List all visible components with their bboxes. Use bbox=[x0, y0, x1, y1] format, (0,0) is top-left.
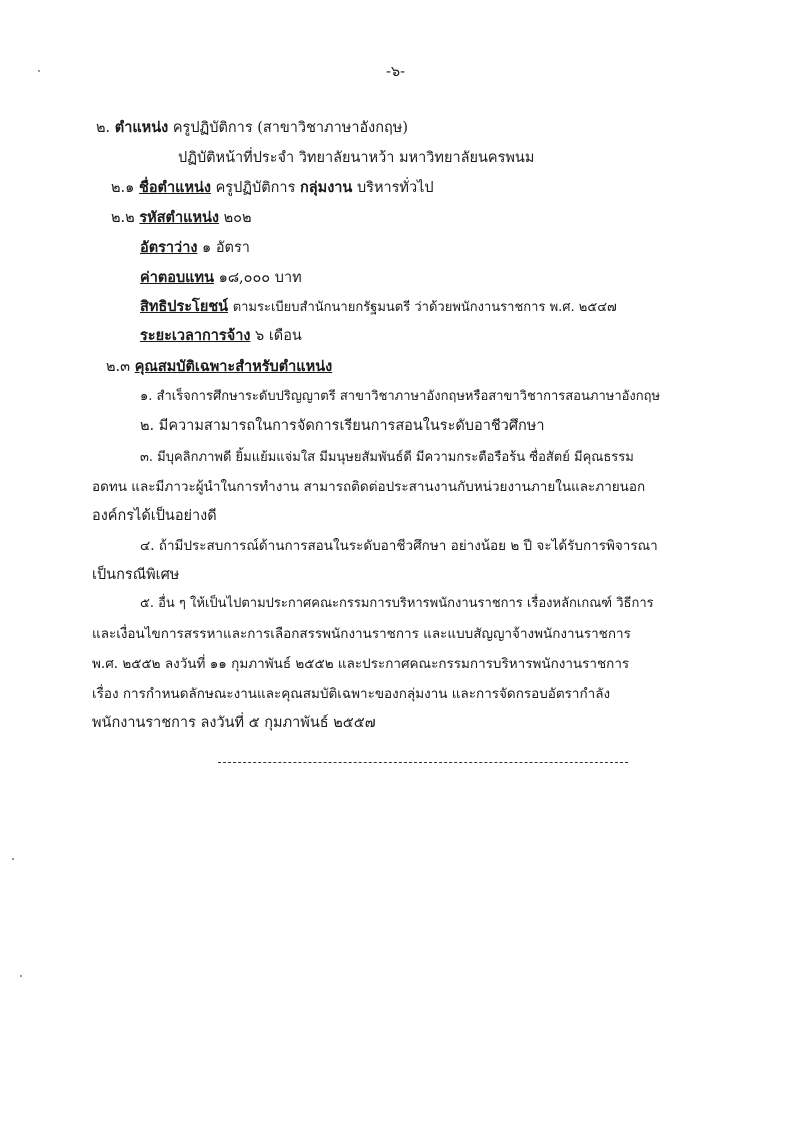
qualification-5-line-3: พ.ศ. ๒๕๕๒ ลงวันที่ ๑๑ กุมภาพันธ์ ๒๕๕๒ และประกาศคณะกรรมการบริหารพนักงานราชการ bbox=[92, 656, 630, 672]
vacancy-rate-value: ๑ อัตรา bbox=[202, 240, 250, 256]
page-number: -๖- bbox=[386, 64, 406, 80]
qualification-3-line-2: อดทน และมีภาวะผู้นำในการทำงาน สามารถติดต่อประสานงานกับหน่วยงานภายในและภายนอก bbox=[92, 479, 646, 495]
section-2-1-label: ชื่อตำแหน่ง bbox=[138, 179, 211, 196]
qualification-2: ๒. มีความสามารถในการจัดการเรียนการสอนในระดับอาชีวศึกษา bbox=[140, 418, 545, 434]
position-duty: ปฏิบัติหน้าที่ประจำ วิทยาลัยนาหว้า มหาวิทยาลัยนครพนม bbox=[178, 150, 535, 166]
vacancy-rate bbox=[140, 238, 250, 258]
section-2-3-number: ๒.๓ bbox=[106, 359, 131, 375]
benefits-value: ตามระเบียบสำนักนายกรัฐมนตรี ว่าด้วยพนักงานราชการ พ.ศ. ๒๕๔๗ bbox=[232, 300, 617, 315]
section-2-1-group-label: กลุ่มงาน bbox=[299, 179, 353, 196]
qualification-5-line-2: และเงื่อนไขการสรรหาและการเลือกสรรพนักงานราชการ และแบบสัญญาจ้างพนักงานราชการ bbox=[92, 626, 631, 642]
qualification-5-line-5: พนักงานราชการ ลงวันที่ ๕ กุมภาพันธ์ ๒๕๕๗ bbox=[92, 715, 376, 731]
section-2-3 bbox=[106, 357, 332, 377]
vacancy-rate-label: อัตราว่าง bbox=[140, 239, 198, 256]
scan-speck bbox=[38, 70, 40, 72]
scan-speck bbox=[20, 975, 22, 977]
employment-term-label: ระยะเวลาการจ้าง bbox=[140, 327, 251, 344]
section-2-2 bbox=[111, 208, 252, 228]
benefits-label: สิทธิประโยชน์ bbox=[140, 298, 229, 315]
section-2-1-group-value: บริหารทั่วไป bbox=[356, 180, 434, 196]
position-label: ตำแหน่ง bbox=[114, 119, 169, 136]
position-number: ๒. bbox=[96, 120, 111, 136]
compensation bbox=[140, 268, 302, 288]
position-heading bbox=[96, 118, 408, 138]
compensation-label: ค่าตอบแทน bbox=[140, 269, 214, 286]
compensation-value: ๑๘,๐๐๐ บาท bbox=[218, 270, 302, 286]
section-2-2-value: ๒๐๒ bbox=[223, 210, 252, 226]
section-2-1-value: ครูปฏิบัติการ bbox=[215, 180, 296, 196]
position-title: ครูปฏิบัติการ (สาขาวิชาภาษาอังกฤษ) bbox=[172, 120, 409, 136]
section-2-3-label: คุณสมบัติเฉพาะสำหรับตำแหน่ง bbox=[134, 358, 333, 375]
qualification-5-line-1: ๕. อื่น ๆ ให้เป็นไปตามประกาศคณะกรรมการบริหารพนักงานราชการ เรื่องหลักเกณฑ์ วิธีการ bbox=[140, 596, 654, 611]
section-2-2-label: รหัสตำแหน่ง bbox=[139, 209, 219, 226]
qualification-5-line-4: เรื่อง การกำหนดลักษณะงานและคุณสมบัติเฉพาะของกลุ่มงาน และการจัดกรอบอัตรากำลัง bbox=[92, 686, 611, 702]
section-2-2-number: ๒.๒ bbox=[111, 210, 135, 226]
benefits bbox=[140, 297, 617, 318]
qualification-3-line-1: ๓. มีบุคลิกภาพดี ยิ้มแย้มแจ่มใส มีมนุษยสัมพันธ์ดี มีความกระตือรือร้น ซื่อสัตย์ มีคุณธรรม bbox=[140, 450, 634, 465]
section-2-1-number: ๒.๑ bbox=[111, 180, 135, 196]
end-divider bbox=[218, 762, 628, 763]
qualification-1: ๑. สำเร็จการศึกษาระดับปริญญาตรี สาขาวิชาภาษาอังกฤษหรือสาขาวิชาการสอนภาษาอังกฤษ bbox=[140, 389, 661, 404]
scan-speck bbox=[12, 858, 14, 860]
qualification-4-line-1: ๔. ถ้ามีประสบการณ์ด้านการสอนในระดับอาชีวศึกษา อย่างน้อย ๒ ปี จะได้รับการพิจารณา bbox=[140, 538, 658, 554]
employment-term-value: ๖ เดือน bbox=[255, 328, 302, 344]
employment-term bbox=[140, 326, 302, 346]
section-2-1 bbox=[111, 178, 434, 198]
qualification-3-line-3: องค์กรได้เป็นอย่างดี bbox=[92, 508, 217, 524]
qualification-4-line-2: เป็นกรณีพิเศษ bbox=[92, 567, 180, 583]
